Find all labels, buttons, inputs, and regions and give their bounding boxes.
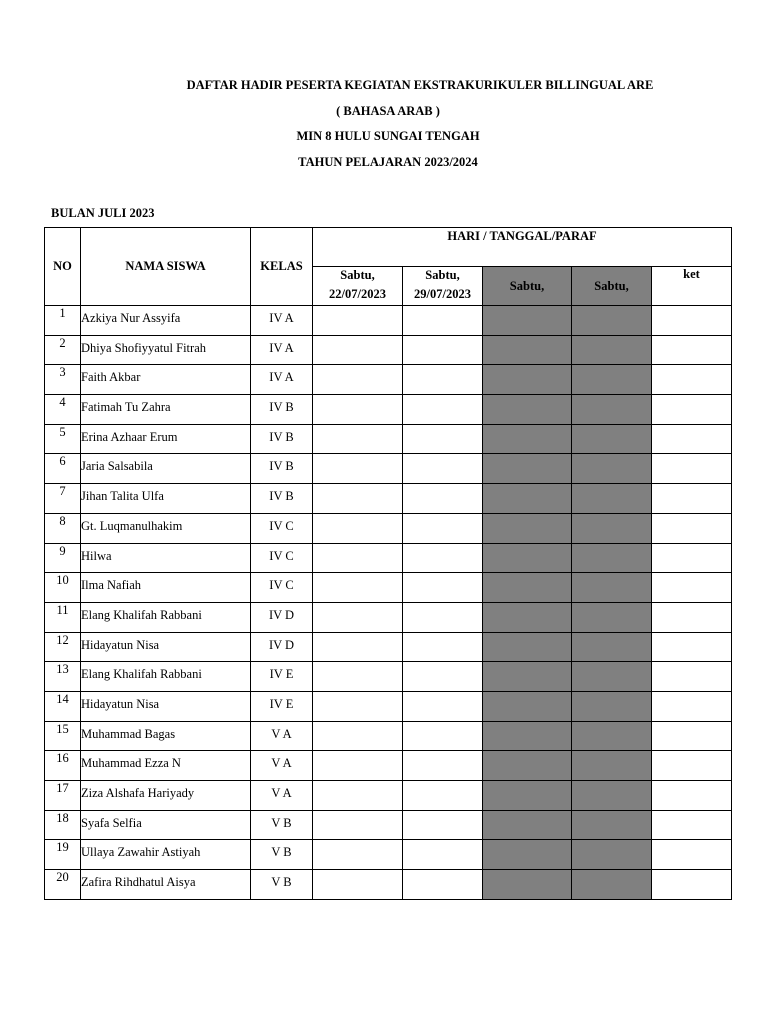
month-label: BULAN JULI 2023 bbox=[51, 206, 155, 220]
student-class-text: IV D bbox=[268, 607, 295, 622]
row-number-text: 1 bbox=[59, 306, 66, 320]
table-row bbox=[45, 454, 732, 484]
header-day-1-date: 22/07/2023 bbox=[329, 287, 386, 301]
attendance-day-2 bbox=[403, 810, 483, 840]
student-name-text: Elang Khalifah Rabbani bbox=[81, 667, 202, 682]
row-number-text: 18 bbox=[56, 810, 69, 825]
student-class-text: IV B bbox=[269, 400, 294, 415]
attendance-day-2 bbox=[403, 721, 483, 751]
ket-cell bbox=[652, 721, 732, 751]
table-row bbox=[45, 484, 732, 514]
attendance-day-1 bbox=[313, 810, 403, 840]
attendance-day-4 bbox=[572, 543, 652, 573]
student-class-text: IV B bbox=[269, 429, 294, 444]
table-row bbox=[45, 870, 732, 900]
ket-cell bbox=[652, 365, 732, 395]
student-class-text: V B bbox=[271, 875, 292, 890]
attendance-day-1 bbox=[313, 365, 403, 395]
student-name-text: Hidayatun Nisa bbox=[81, 696, 160, 711]
row-number-text: 15 bbox=[56, 721, 69, 736]
table-row bbox=[45, 781, 732, 811]
student-name-text: Zafira Rihdhatul Aisya bbox=[81, 875, 196, 890]
table-row bbox=[45, 810, 732, 840]
student-name bbox=[81, 721, 251, 751]
student-class bbox=[251, 484, 313, 514]
attendance-day-1 bbox=[313, 543, 403, 573]
attendance-day-1 bbox=[313, 424, 403, 454]
header-day-group-label: HARI / TANGGAL/PARAF bbox=[447, 229, 597, 243]
table-row bbox=[45, 306, 732, 336]
row-number bbox=[45, 870, 81, 900]
row-number-text: 16 bbox=[56, 751, 69, 766]
row-number-text: 7 bbox=[59, 484, 66, 499]
row-number bbox=[45, 573, 81, 603]
row-number bbox=[45, 602, 81, 632]
header-day-3: Sabtu, bbox=[483, 267, 572, 306]
row-number bbox=[45, 810, 81, 840]
row-number-text: 17 bbox=[56, 781, 69, 795]
attendance-day-3 bbox=[483, 424, 572, 454]
student-name-text: Erina Azhaar Erum bbox=[81, 429, 178, 444]
row-number-text: 9 bbox=[59, 543, 66, 558]
attendance-day-3 bbox=[483, 513, 572, 543]
row-number bbox=[45, 543, 81, 573]
attendance-day-2 bbox=[403, 335, 483, 365]
row-number-text: 6 bbox=[59, 454, 66, 469]
student-name bbox=[81, 751, 251, 781]
ket-cell bbox=[652, 632, 732, 662]
student-name-text: Ilma Nafiah bbox=[81, 578, 142, 593]
attendance-day-4 bbox=[572, 335, 652, 365]
attendance-day-4 bbox=[572, 781, 652, 811]
attendance-day-3 bbox=[483, 543, 572, 573]
student-name bbox=[81, 543, 251, 573]
student-class-text: IV B bbox=[269, 459, 294, 474]
attendance-day-3 bbox=[483, 335, 572, 365]
student-class-text: IV A bbox=[269, 340, 294, 355]
table-row bbox=[45, 840, 732, 870]
student-class bbox=[251, 306, 313, 336]
attendance-day-4 bbox=[572, 454, 652, 484]
attendance-day-3 bbox=[483, 870, 572, 900]
student-class-text: IV E bbox=[269, 667, 294, 682]
header-day-4: Sabtu, bbox=[572, 267, 652, 306]
attendance-day-4 bbox=[572, 573, 652, 603]
row-number-text: 3 bbox=[59, 365, 66, 380]
attendance-day-2 bbox=[403, 395, 483, 425]
attendance-day-1 bbox=[313, 513, 403, 543]
student-name bbox=[81, 662, 251, 692]
student-name bbox=[81, 395, 251, 425]
attendance-day-2 bbox=[403, 424, 483, 454]
student-class bbox=[251, 721, 313, 751]
ket-cell bbox=[652, 840, 732, 870]
student-name-text: Jihan Talita Ulfa bbox=[81, 489, 164, 504]
student-name-text: Faith Akbar bbox=[81, 370, 141, 385]
student-class bbox=[251, 365, 313, 395]
row-number bbox=[45, 395, 81, 425]
attendance-day-1 bbox=[313, 751, 403, 781]
title-line-1: DAFTAR HADIR PESERTA KEGIATAN EKSTRAKURIKULER BILLINGUAL ARE bbox=[186, 78, 654, 92]
attendance-day-3 bbox=[483, 454, 572, 484]
attendance-day-1 bbox=[313, 870, 403, 900]
attendance-day-3 bbox=[483, 395, 572, 425]
student-class-text: IV B bbox=[269, 489, 294, 504]
row-number bbox=[45, 662, 81, 692]
ket-cell bbox=[652, 573, 732, 603]
attendance-day-1 bbox=[313, 454, 403, 484]
student-name-text: Hidayatun Nisa bbox=[81, 637, 160, 652]
student-name bbox=[81, 691, 251, 721]
student-class bbox=[251, 840, 313, 870]
attendance-day-2 bbox=[403, 870, 483, 900]
attendance-day-2 bbox=[403, 454, 483, 484]
attendance-day-4 bbox=[572, 632, 652, 662]
table-row bbox=[45, 662, 732, 692]
student-name bbox=[81, 424, 251, 454]
student-class bbox=[251, 543, 313, 573]
attendance-day-3 bbox=[483, 306, 572, 336]
student-class bbox=[251, 751, 313, 781]
student-name bbox=[81, 573, 251, 603]
student-name bbox=[81, 870, 251, 900]
ket-cell bbox=[652, 513, 732, 543]
ket-cell bbox=[652, 870, 732, 900]
ket-cell bbox=[652, 306, 732, 336]
attendance-day-1 bbox=[313, 781, 403, 811]
attendance-day-2 bbox=[403, 751, 483, 781]
header-day-2 bbox=[403, 267, 483, 306]
attendance-day-4 bbox=[572, 721, 652, 751]
row-number-text: 2 bbox=[59, 335, 66, 350]
row-number bbox=[45, 781, 81, 811]
attendance-day-4 bbox=[572, 662, 652, 692]
attendance-day-3 bbox=[483, 840, 572, 870]
ket-cell bbox=[652, 484, 732, 514]
student-class-text: V B bbox=[271, 845, 292, 860]
student-class bbox=[251, 395, 313, 425]
student-class-text: V B bbox=[271, 815, 292, 830]
attendance-day-4 bbox=[572, 751, 652, 781]
attendance-day-1 bbox=[313, 721, 403, 751]
attendance-day-1 bbox=[313, 840, 403, 870]
attendance-day-4 bbox=[572, 870, 652, 900]
ket-cell bbox=[652, 454, 732, 484]
attendance-day-2 bbox=[403, 365, 483, 395]
row-number-text: 4 bbox=[59, 395, 66, 410]
table-row bbox=[45, 721, 732, 751]
attendance-day-1 bbox=[313, 335, 403, 365]
attendance-day-2 bbox=[403, 513, 483, 543]
student-class bbox=[251, 513, 313, 543]
attendance-day-2 bbox=[403, 691, 483, 721]
table-row bbox=[45, 395, 732, 425]
attendance-day-2 bbox=[403, 602, 483, 632]
row-number bbox=[45, 335, 81, 365]
header-day-1 bbox=[313, 267, 403, 306]
attendance-day-3 bbox=[483, 365, 572, 395]
attendance-day-3 bbox=[483, 691, 572, 721]
ket-cell bbox=[652, 335, 732, 365]
attendance-day-4 bbox=[572, 365, 652, 395]
student-name bbox=[81, 840, 251, 870]
attendance-day-4 bbox=[572, 602, 652, 632]
attendance-day-4 bbox=[572, 691, 652, 721]
attendance-day-1 bbox=[313, 395, 403, 425]
table-row bbox=[45, 573, 732, 603]
row-number-text: 8 bbox=[59, 513, 66, 528]
student-name bbox=[81, 781, 251, 811]
student-class bbox=[251, 454, 313, 484]
row-number-text: 10 bbox=[56, 573, 69, 588]
student-class-text: IV D bbox=[268, 637, 295, 652]
student-name-text: Hilwa bbox=[81, 548, 112, 563]
student-class-text: IV C bbox=[269, 548, 294, 563]
row-number bbox=[45, 306, 81, 336]
attendance-day-1 bbox=[313, 632, 403, 662]
row-number-text: 12 bbox=[56, 632, 69, 647]
student-name bbox=[81, 810, 251, 840]
attendance-day-3 bbox=[483, 573, 572, 603]
attendance-day-2 bbox=[403, 632, 483, 662]
student-class-text: V A bbox=[271, 786, 292, 800]
attendance-table bbox=[44, 227, 732, 900]
attendance-day-1 bbox=[313, 662, 403, 692]
attendance-day-2 bbox=[403, 484, 483, 514]
row-number bbox=[45, 513, 81, 543]
table-row bbox=[45, 751, 732, 781]
ket-cell bbox=[652, 424, 732, 454]
attendance-day-2 bbox=[403, 781, 483, 811]
row-number-text: 13 bbox=[56, 662, 69, 677]
table-row bbox=[45, 602, 732, 632]
attendance-day-3 bbox=[483, 662, 572, 692]
header-day-1-name: Sabtu, bbox=[340, 268, 375, 282]
table-row bbox=[45, 365, 732, 395]
attendance-day-4 bbox=[572, 484, 652, 514]
header-day-group bbox=[313, 228, 732, 267]
row-number bbox=[45, 424, 81, 454]
student-class bbox=[251, 870, 313, 900]
row-number bbox=[45, 632, 81, 662]
ket-cell bbox=[652, 543, 732, 573]
row-number bbox=[45, 454, 81, 484]
attendance-day-3 bbox=[483, 781, 572, 811]
attendance-day-1 bbox=[313, 602, 403, 632]
student-name-text: Jaria Salsabila bbox=[81, 459, 153, 474]
ket-cell bbox=[652, 781, 732, 811]
row-number-text: 14 bbox=[56, 691, 69, 706]
student-name bbox=[81, 484, 251, 514]
student-class bbox=[251, 632, 313, 662]
attendance-day-3 bbox=[483, 810, 572, 840]
ket-cell bbox=[652, 751, 732, 781]
row-number bbox=[45, 484, 81, 514]
ket-cell bbox=[652, 662, 732, 692]
attendance-day-2 bbox=[403, 573, 483, 603]
attendance-day-2 bbox=[403, 840, 483, 870]
table-row bbox=[45, 543, 732, 573]
student-name-text: Syafa Selfia bbox=[81, 815, 142, 830]
student-name bbox=[81, 513, 251, 543]
title-line-2: ( BAHASA ARAB ) bbox=[336, 104, 440, 118]
attendance-day-1 bbox=[313, 691, 403, 721]
attendance-day-3 bbox=[483, 632, 572, 662]
table-row bbox=[45, 335, 732, 365]
row-number-text: 19 bbox=[56, 840, 69, 855]
header-kelas: KELAS bbox=[251, 228, 313, 306]
header-day-2-name: Sabtu, bbox=[425, 268, 460, 282]
ket-cell bbox=[652, 810, 732, 840]
student-class bbox=[251, 602, 313, 632]
student-class bbox=[251, 810, 313, 840]
attendance-day-4 bbox=[572, 840, 652, 870]
header-nama-siswa: NAMA SISWA bbox=[81, 228, 251, 306]
row-number bbox=[45, 751, 81, 781]
title-line-3: MIN 8 HULU SUNGAI TENGAH bbox=[296, 129, 480, 143]
row-number-text: 5 bbox=[59, 424, 66, 439]
row-number bbox=[45, 365, 81, 395]
student-class-text: IV C bbox=[269, 518, 294, 533]
row-number bbox=[45, 721, 81, 751]
table-row bbox=[45, 513, 732, 543]
student-class-text: IV A bbox=[269, 311, 294, 325]
ket-cell bbox=[652, 602, 732, 632]
attendance-day-1 bbox=[313, 484, 403, 514]
row-number bbox=[45, 840, 81, 870]
student-class bbox=[251, 781, 313, 811]
attendance-day-1 bbox=[313, 573, 403, 603]
attendance-day-4 bbox=[572, 424, 652, 454]
attendance-day-4 bbox=[572, 395, 652, 425]
student-name bbox=[81, 602, 251, 632]
attendance-day-3 bbox=[483, 484, 572, 514]
ket-cell bbox=[652, 395, 732, 425]
student-name bbox=[81, 365, 251, 395]
student-name-text: Ullaya Zawahir Astiyah bbox=[81, 845, 201, 860]
student-name bbox=[81, 335, 251, 365]
table-row bbox=[45, 691, 732, 721]
table-row bbox=[45, 632, 732, 662]
attendance-day-4 bbox=[572, 306, 652, 336]
student-class-text: V A bbox=[271, 756, 292, 771]
attendance-day-3 bbox=[483, 721, 572, 751]
student-class bbox=[251, 335, 313, 365]
header-ket: ket bbox=[652, 267, 732, 306]
attendance-day-4 bbox=[572, 810, 652, 840]
header-no: NO bbox=[45, 228, 81, 306]
attendance-day-4 bbox=[572, 513, 652, 543]
student-name-text: Azkiya Nur Assyifa bbox=[81, 311, 181, 325]
student-name-text: Dhiya Shofiyyatul Fitrah bbox=[81, 340, 206, 355]
header-day-2-date: 29/07/2023 bbox=[414, 287, 471, 301]
student-class-text: IV A bbox=[269, 370, 294, 385]
attendance-day-2 bbox=[403, 543, 483, 573]
row-number bbox=[45, 691, 81, 721]
attendance-day-1 bbox=[313, 306, 403, 336]
attendance-day-3 bbox=[483, 751, 572, 781]
row-number-text: 11 bbox=[56, 602, 69, 617]
student-class bbox=[251, 691, 313, 721]
student-name-text: Gt. Luqmanulhakim bbox=[81, 518, 183, 533]
attendance-day-3 bbox=[483, 602, 572, 632]
student-class-text: V A bbox=[271, 726, 292, 741]
title-line-4: TAHUN PELAJARAN 2023/2024 bbox=[298, 155, 478, 169]
row-number-text: 20 bbox=[56, 870, 69, 885]
student-name-text: Fatimah Tu Zahra bbox=[81, 400, 171, 415]
ket-cell bbox=[652, 691, 732, 721]
student-class bbox=[251, 424, 313, 454]
student-name-text: Muhammad Bagas bbox=[81, 726, 176, 741]
student-name bbox=[81, 454, 251, 484]
student-name bbox=[81, 632, 251, 662]
table-row bbox=[45, 424, 732, 454]
attendance-day-2 bbox=[403, 306, 483, 336]
attendance-day-2 bbox=[403, 662, 483, 692]
student-name-text: Elang Khalifah Rabbani bbox=[81, 607, 202, 622]
student-class-text: IV E bbox=[269, 696, 294, 711]
student-name bbox=[81, 306, 251, 336]
student-class-text: IV C bbox=[269, 578, 294, 593]
student-name-text: Muhammad Ezza N bbox=[81, 756, 181, 771]
student-class bbox=[251, 662, 313, 692]
student-class bbox=[251, 573, 313, 603]
student-name-text: Ziza Alshafa Hariyady bbox=[81, 786, 195, 800]
